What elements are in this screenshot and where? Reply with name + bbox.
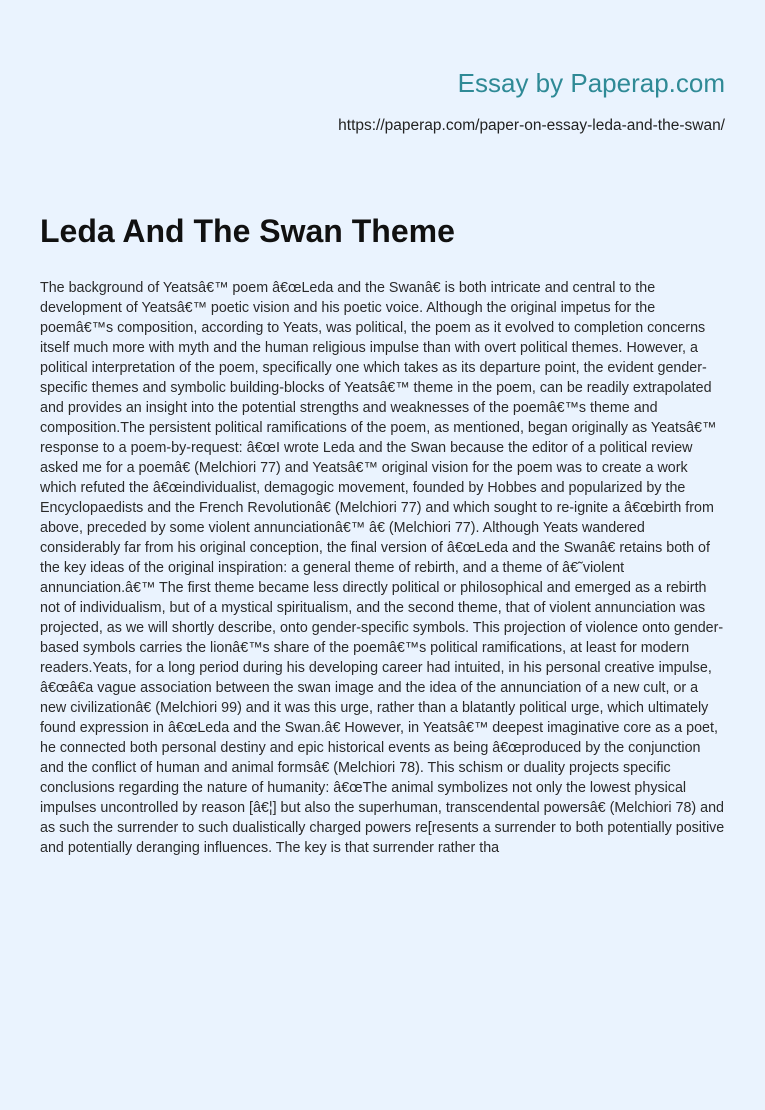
site-brand-link[interactable]: Essay by Paperap.com bbox=[457, 68, 725, 98]
page-url[interactable]: https://paperap.com/paper-on-essay-leda-and-the-swan/ bbox=[338, 117, 725, 134]
essay-title: Leda And The Swan Theme bbox=[40, 213, 455, 249]
essay-body: The background of Yeatsâ€™ poem â€œLeda and the Swanâ€ is both intricate and central to the development of Yeatsâ€™ poetic vision and his poetic voice. Although the original impetus for the poemâ€™s composition, according to Yeats, was political, the poem as it evolved to completion concerns itself much more with myth and the human religious impulse than with overt political themes. However, a political interpretation of the poem, specifically one which takes as its departure point, the evident gender-specific themes and symbolic building-blocks of Yeatsâ€™ theme in the poem, can be readily extrapolated and provides an insight into the potential strengths and weaknesses of the poemâ€™s theme and composition.The persistent political ramifications of the poem, as mentioned, began originally as Yeatsâ€™ response to a poem-by-request: â€œI wrote Leda and the Swan because the editor of a political review asked me for a poemâ€ (Melchiori 77) and Yeatsâ€™ original vision for the poem was to create a work which refuted the â€œindividualist, demagogic movement, founded by Hobbes and popularized by the Encyclopaedists and the French Revolutionâ€ (Melchiori 77) and which sought to re-ignite a â€œbirth from above, preceded by some violent annunciationâ€™ â€ (Melchiori 77). Although Yeats wandered considerably far from his original conception, the final version of â€œLeda and the Swanâ€ retains both of the key ideas of the original inspiration: a general theme of rebirth, and a theme of â€˜violent annunciation.â€™ The first theme became less directly political or philosophical and emerged as a rebirth not of individualism, but of a mystical spiritualism, and the second theme, that of violent annunciation was projected, as we will shortly describe, onto gender-specific symbols. This projection of violence onto gender-based symbols carries the lionâ€™s share of the poemâ€™s political ramifications, at least for modern readers.Yeats, for a long period during his developing career had intuited, in his personal creative impulse, â€œâ€a vague association between the swan image and the idea of the annunciation of a new cult, or a new civilizationâ€ (Melchiori 99) and it was this urge, rather than a blatantly political urge, which ultimately found expression in â€œLeda and the Swan.â€ However, in Yeatsâ€™ deepest imaginative core as a poet, he connected both personal destiny and epic historical events as being â€œproduced by the conjunction and the conflict of human and animal formsâ€ (Melchiori 78). This schism or duality projects specific conclusions regarding the nature of humanity: â€œThe animal symbolizes not only the lowest physical impulses uncontrolled by reason [â€¦] but also the superhuman, transcendental powersâ€ (Melchiori 78) and as such the surrender to such dualistically charged powers re[resents a surrender to both potentially positive and potentially deranging influences. The key is that surrender rather tha bbox=[40, 280, 725, 856]
site-header bbox=[338, 66, 725, 136]
